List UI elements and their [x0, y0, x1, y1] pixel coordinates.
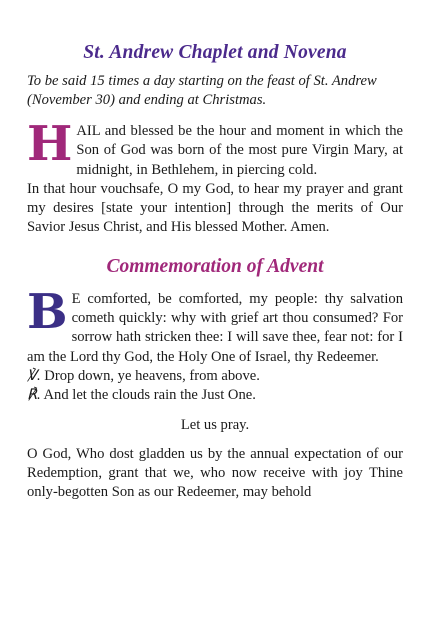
advent-paragraph	[27, 283, 403, 367]
response-mark: ℟.	[27, 387, 41, 404]
section-title: Commemoration of Advent	[106, 255, 324, 277]
let-us-pray: Let us pray.	[180, 416, 250, 433]
versicle-line	[27, 367, 403, 386]
drop-cap-b: B	[27, 283, 68, 340]
response-text: And let the clouds rain the Just One.	[43, 387, 256, 404]
page-title: St. Andrew Chaplet and Novena	[83, 42, 347, 63]
drop-cap-h: H	[27, 116, 73, 172]
versicle-mark: ℣.	[27, 367, 41, 384]
response-line	[27, 386, 403, 405]
collect-paragraph: O God, Who dost gladden us by the annual expectation of our Redemption, grant that we, who now receive with joy Thine only-begotten Son as our Redeemer, may behold	[27, 445, 403, 501]
prayer-paragraph-2: In that hour vouchsafe, O my God, to hear my prayer and grant my desires [state your intention] through the merits of Our Savior Jesus Christ, and His blessed Mother. Amen.	[27, 180, 403, 236]
advent-text: E comforted, be comforted, my people: thy salvation cometh quickly: why with grief art thou consumed? For sorrow hath stricken thee: I will save thee, fear not: for I am the Lord thy God, the Holy One of Israel, thy Redeemer.	[27, 290, 403, 365]
versicle-text: Drop down, ye heavens, from above.	[44, 367, 260, 384]
page	[0, 42, 430, 624]
prayer-paragraph-1	[27, 116, 403, 180]
subtitle: To be said 15 times a day starting on the feast of St. Andrew (November 30) and ending at Christmas.	[27, 73, 377, 108]
prayer-1-text: AIL and blessed be the hour and moment in which the Son of God was born of the most pure Virgin Mary, at midnight, in Bethlehem, in piercing cold.	[76, 123, 403, 178]
